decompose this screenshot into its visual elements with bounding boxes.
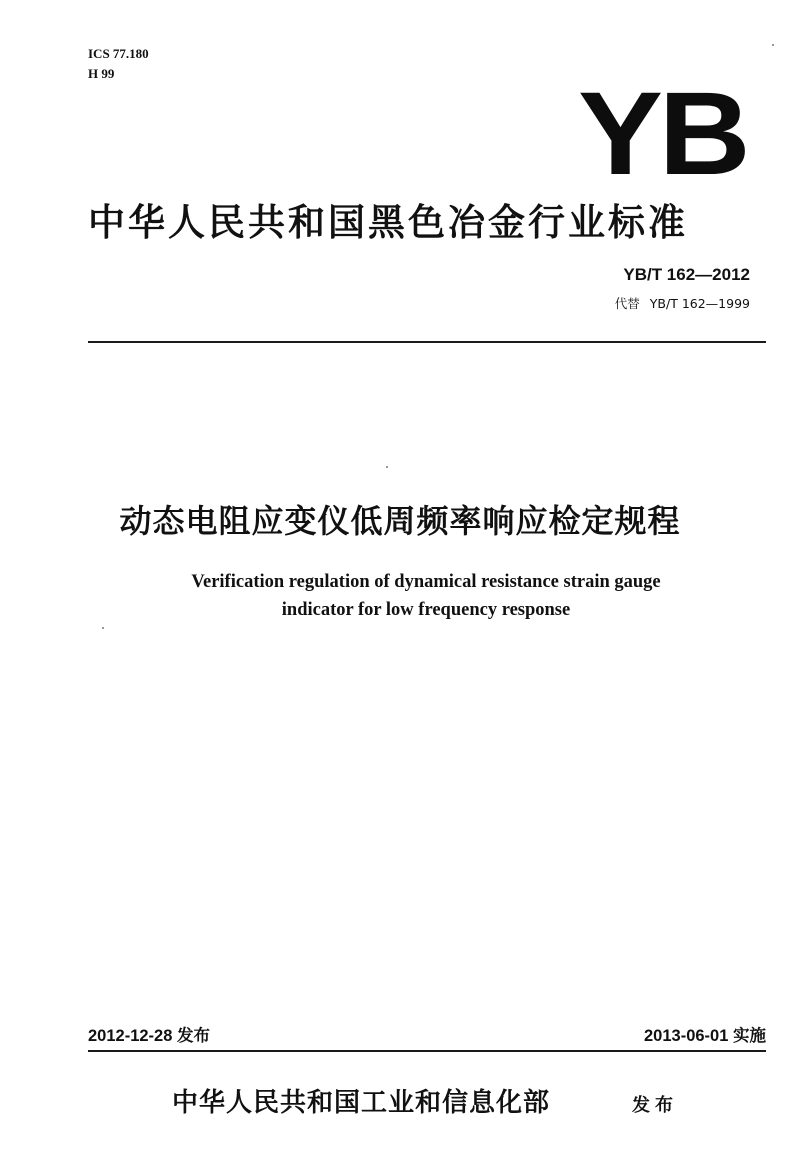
- scan-speck: [772, 44, 774, 46]
- header-divider: [88, 341, 766, 343]
- implementation-date: 2013-06-01 实施: [644, 1027, 766, 1045]
- replaces-label: 代替: [614, 296, 640, 311]
- yb-logo: YB: [578, 68, 747, 200]
- footer-divider: [88, 1050, 766, 1052]
- document-title-chinese: 动态电阻应变仪低周频率响应检定规程: [119, 502, 681, 540]
- english-title-line-2: indicator for low frequency response: [281, 600, 571, 620]
- publisher-name: 中华人民共和国工业和信息化部: [172, 1088, 551, 1118]
- standard-number: YB/T 162—2012: [623, 265, 750, 284]
- document-title-english: [0, 568, 800, 624]
- replaced-standard-number: YB/T 162—1999: [649, 296, 750, 311]
- publish-label: 发布: [632, 1095, 678, 1116]
- issue-date: 2012-12-28 发布: [88, 1027, 210, 1045]
- scan-speck: [386, 466, 388, 468]
- ics-code: ICS 77.180: [88, 46, 149, 61]
- ccs-code: H 99: [88, 66, 115, 81]
- scan-speck: [102, 627, 104, 629]
- english-title-line-1: Verification regulation of dynamical resistance strain gauge: [191, 572, 661, 592]
- replaces-line: [615, 296, 750, 312]
- industry-standard-title: 中华人民共和国黑色冶金行业标准: [88, 201, 688, 244]
